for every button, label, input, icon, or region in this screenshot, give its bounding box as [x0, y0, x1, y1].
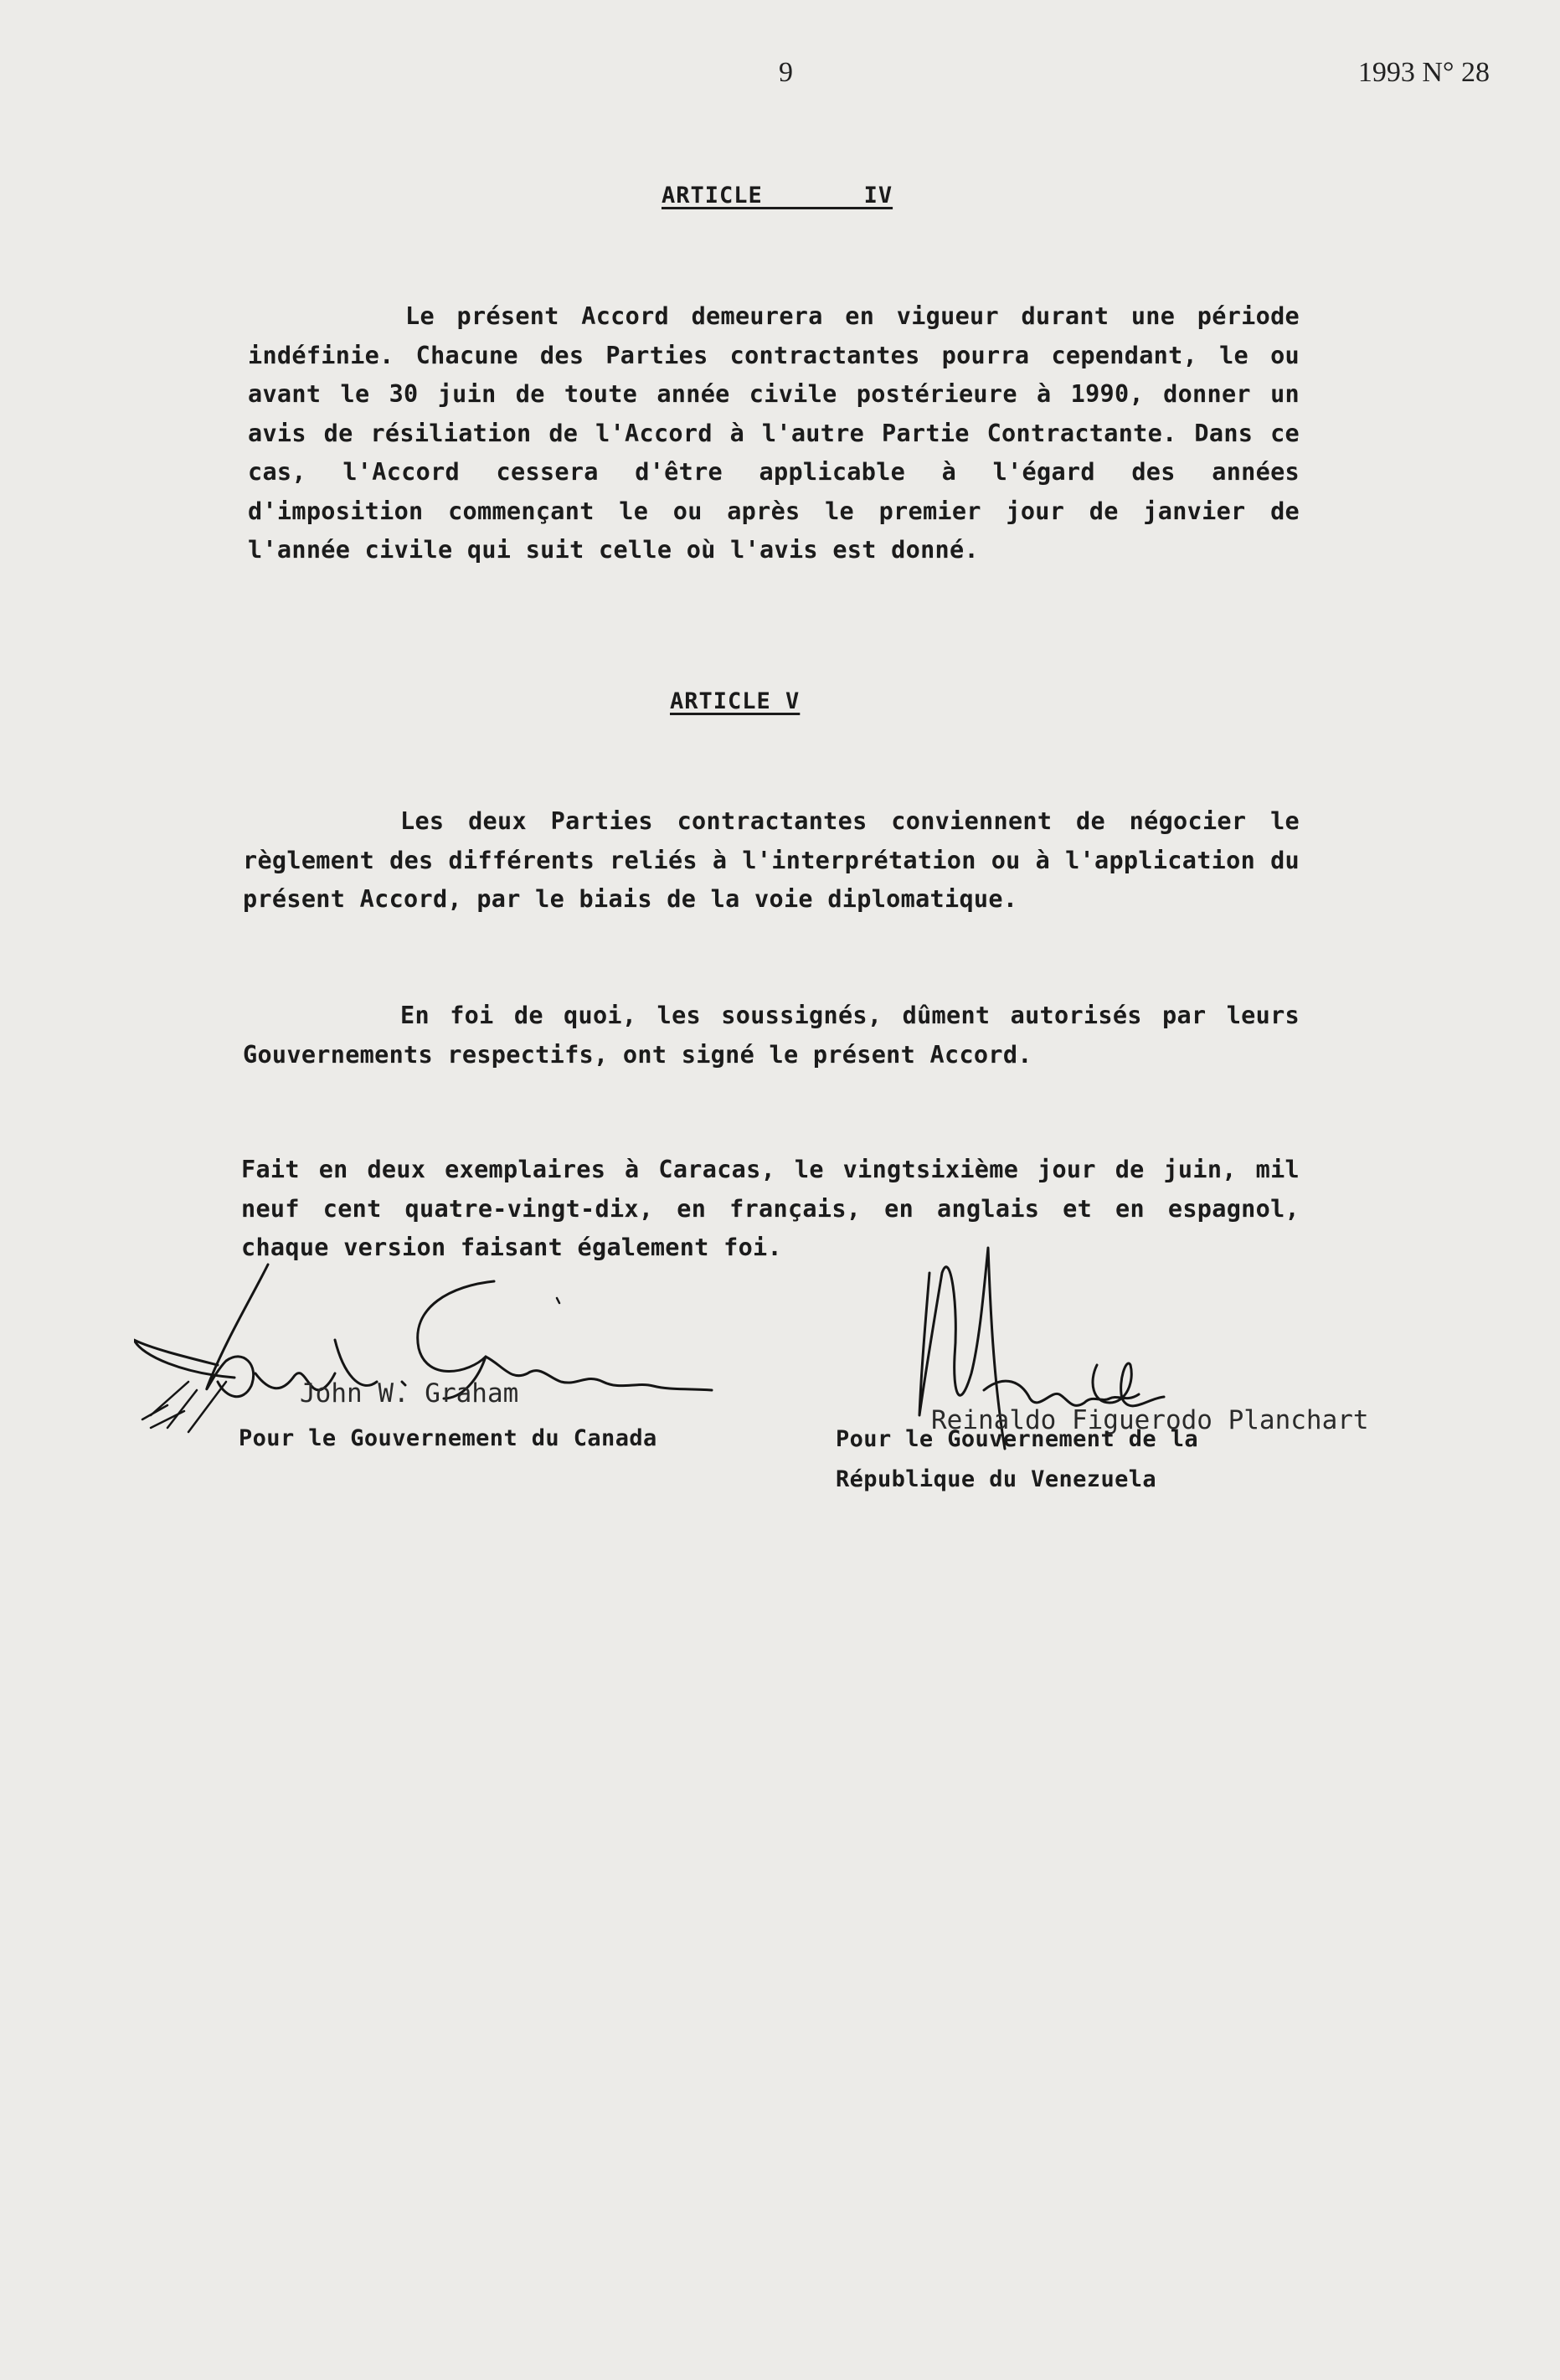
signatory-left-role: Pour le Gouvernement du Canada: [239, 1425, 657, 1451]
signatory-right-role-line1: Pour le Gouvernement de la: [836, 1426, 1199, 1452]
signatory-right-name: Reinaldo Figuerodo Planchart: [931, 1405, 1369, 1435]
article-iv-paragraph: Le présent Accord demeurera en vigueur durant une période indéfinie. Chacune des Parties contractantes pourra cependant, le ou avant le 30 juin de toute année civile postérieure à 1990, donner un avis de résiliation de l'Accord à l'autre Partie Contractante. Dans ce cas, l'Accord cessera d'être applicable à l'égard des années d'imposition commençant le ou après le premier jour de janvier de l'année civile qui suit celle où l'avis est donné.: [248, 302, 1300, 564]
article-iv-heading: ARTICLE IV: [662, 183, 893, 209]
closing-paragraph: Fait en deux exemplaires à Caracas, le vingtsixième jour de juin, mil neuf cent quatre-vingt-dix, en français, en anglais et en espagnol, chaque version faisant également foi.: [241, 1156, 1300, 1261]
signatory-right-role-line2: République du Venezuela: [836, 1466, 1157, 1492]
document-reference: 1993 N° 28: [1357, 57, 1490, 88]
in-witness-paragraph: En foi de quoi, les soussignés, dûment autorisés par leurs Gouvernements respectifs, ont signé le présent Accord.: [243, 1002, 1300, 1069]
article-v-heading: ARTICLE V: [670, 688, 801, 714]
article-v-paragraph: Les deux Parties contractantes conviennent de négocier le règlement des différents reliés à l'interprétation ou à l'application du présent Accord, par le biais de la voie diplomatique.: [243, 807, 1300, 913]
page-number: 9: [779, 57, 793, 88]
signatory-left-name: John W. Graham: [300, 1378, 519, 1409]
